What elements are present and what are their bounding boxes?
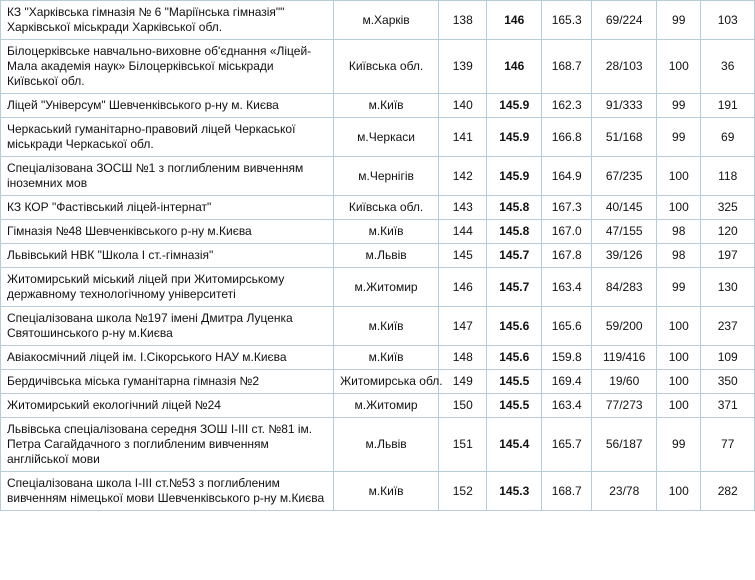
cell-rank: 152 (439, 472, 487, 511)
cell-position: 69 (701, 118, 755, 157)
cell-city: м.Львів (334, 418, 439, 472)
cell-rank: 149 (439, 370, 487, 394)
cell-score: 145.5 (487, 394, 542, 418)
cell-rank: 140 (439, 94, 487, 118)
cell-score: 145.5 (487, 370, 542, 394)
cell-score: 146 (487, 40, 542, 94)
cell-percent: 100 (657, 307, 701, 346)
cell-school-name: Житомирський міський ліцей при Житомирському державному технологічному університеті (1, 268, 334, 307)
cell-score: 145.9 (487, 118, 542, 157)
cell-position: 191 (701, 94, 755, 118)
cell-ratio: 28/103 (592, 40, 657, 94)
cell-position: 120 (701, 220, 755, 244)
cell-score: 145.8 (487, 220, 542, 244)
cell-average: 163.4 (541, 394, 591, 418)
cell-average: 159.8 (541, 346, 591, 370)
table-row (1, 307, 755, 346)
cell-ratio: 39/126 (592, 244, 657, 268)
cell-school-name: Ліцей "Універсум" Шевченківського р-ну м. Києва (1, 94, 334, 118)
table-row (1, 394, 755, 418)
cell-city: м.Черкаси (334, 118, 439, 157)
table-row (1, 40, 755, 94)
cell-school-name: Бердичівська міська гуманітарна гімназія №2 (1, 370, 334, 394)
cell-position: 118 (701, 157, 755, 196)
cell-average: 167.0 (541, 220, 591, 244)
cell-percent: 99 (657, 418, 701, 472)
cell-ratio: 56/187 (592, 418, 657, 472)
cell-rank: 142 (439, 157, 487, 196)
cell-percent: 100 (657, 394, 701, 418)
cell-score: 145.4 (487, 418, 542, 472)
cell-rank: 145 (439, 244, 487, 268)
cell-average: 165.7 (541, 418, 591, 472)
cell-average: 166.8 (541, 118, 591, 157)
cell-average: 168.7 (541, 40, 591, 94)
cell-rank: 151 (439, 418, 487, 472)
cell-average: 167.3 (541, 196, 591, 220)
table-row (1, 472, 755, 511)
cell-position: 197 (701, 244, 755, 268)
table-row (1, 268, 755, 307)
cell-percent: 99 (657, 118, 701, 157)
cell-position: 325 (701, 196, 755, 220)
cell-city: Житомирська обл. (334, 370, 439, 394)
cell-percent: 100 (657, 40, 701, 94)
table-row (1, 418, 755, 472)
cell-rank: 141 (439, 118, 487, 157)
table-row (1, 118, 755, 157)
cell-rank: 144 (439, 220, 487, 244)
cell-city: Київська обл. (334, 40, 439, 94)
cell-school-name: Львівський НВК "Школа I ст.-гімназія" (1, 244, 334, 268)
cell-ratio: 19/60 (592, 370, 657, 394)
cell-school-name: КЗ КОР "Фастівський ліцей-інтернат" (1, 196, 334, 220)
cell-city: Київська обл. (334, 196, 439, 220)
cell-rank: 138 (439, 1, 487, 40)
table-row (1, 157, 755, 196)
cell-ratio: 67/235 (592, 157, 657, 196)
cell-position: 350 (701, 370, 755, 394)
cell-score: 145.6 (487, 346, 542, 370)
cell-position: 109 (701, 346, 755, 370)
cell-position: 103 (701, 1, 755, 40)
cell-percent: 99 (657, 268, 701, 307)
cell-position: 237 (701, 307, 755, 346)
table-row (1, 346, 755, 370)
cell-score: 145.7 (487, 244, 542, 268)
cell-ratio: 84/283 (592, 268, 657, 307)
table-row (1, 94, 755, 118)
cell-position: 36 (701, 40, 755, 94)
cell-school-name: Черкаський гуманітарно-правовий ліцей Черкаської міськради Черкаської обл. (1, 118, 334, 157)
table-body (1, 1, 755, 511)
cell-ratio: 77/273 (592, 394, 657, 418)
cell-ratio: 51/168 (592, 118, 657, 157)
cell-city: м.Київ (334, 346, 439, 370)
table-row (1, 196, 755, 220)
cell-rank: 148 (439, 346, 487, 370)
cell-ratio: 47/155 (592, 220, 657, 244)
cell-school-name: Спеціалізована ЗОСШ №1 з поглибленим вивченням іноземних мов (1, 157, 334, 196)
cell-average: 163.4 (541, 268, 591, 307)
table-row (1, 244, 755, 268)
cell-percent: 100 (657, 370, 701, 394)
cell-city: м.Київ (334, 472, 439, 511)
cell-ratio: 23/78 (592, 472, 657, 511)
cell-school-name: Спеціалізована школа I-III ст.№53 з поглибленим вивченням німецької мови Шевченківського р-ну м.Києва (1, 472, 334, 511)
cell-average: 165.6 (541, 307, 591, 346)
cell-school-name: Спеціалізована школа №197 імені Дмитра Луценка Святошинського р-ну м.Києва (1, 307, 334, 346)
table-row (1, 220, 755, 244)
cell-position: 371 (701, 394, 755, 418)
cell-percent: 98 (657, 244, 701, 268)
table-row (1, 370, 755, 394)
table-row (1, 1, 755, 40)
cell-average: 165.3 (541, 1, 591, 40)
cell-position: 77 (701, 418, 755, 472)
cell-school-name: Гімназія №48 Шевченківського р-ну м.Києва (1, 220, 334, 244)
cell-rank: 147 (439, 307, 487, 346)
cell-position: 282 (701, 472, 755, 511)
cell-ratio: 69/224 (592, 1, 657, 40)
cell-score: 145.7 (487, 268, 542, 307)
cell-school-name: Авіакосмічний ліцей ім. І.Сікорського НАУ м.Києва (1, 346, 334, 370)
cell-position: 130 (701, 268, 755, 307)
cell-city: м.Житомир (334, 394, 439, 418)
cell-percent: 100 (657, 196, 701, 220)
cell-percent: 99 (657, 1, 701, 40)
cell-school-name: КЗ "Харківська гімназія № 6 "Маріїнська гімназія"" Харківської міськради Харківської обл. (1, 1, 334, 40)
cell-rank: 150 (439, 394, 487, 418)
cell-score: 145.9 (487, 157, 542, 196)
cell-city: м.Чернігів (334, 157, 439, 196)
cell-score: 145.9 (487, 94, 542, 118)
cell-percent: 100 (657, 346, 701, 370)
cell-score: 145.6 (487, 307, 542, 346)
cell-average: 168.7 (541, 472, 591, 511)
cell-ratio: 40/145 (592, 196, 657, 220)
cell-school-name: Львівська спеціалізована середня ЗОШ I-III ст. №81 ім. Петра Сагайдачного з поглибленим вивченням англійської мови (1, 418, 334, 472)
cell-ratio: 91/333 (592, 94, 657, 118)
cell-rank: 139 (439, 40, 487, 94)
cell-city: м.Львів (334, 244, 439, 268)
cell-percent: 100 (657, 157, 701, 196)
cell-score: 145.8 (487, 196, 542, 220)
cell-percent: 99 (657, 94, 701, 118)
cell-percent: 98 (657, 220, 701, 244)
cell-average: 164.9 (541, 157, 591, 196)
cell-ratio: 119/416 (592, 346, 657, 370)
cell-city: м.Житомир (334, 268, 439, 307)
cell-city: м.Київ (334, 307, 439, 346)
cell-average: 162.3 (541, 94, 591, 118)
cell-score: 146 (487, 1, 542, 40)
cell-school-name: Білоцерківське навчально-виховне об'єднання «Ліцей-Мала академія наук» Білоцерківської міськради Київської обл. (1, 40, 334, 94)
cell-score: 145.3 (487, 472, 542, 511)
cell-city: м.Київ (334, 220, 439, 244)
cell-city: м.Харків (334, 1, 439, 40)
cell-city: м.Київ (334, 94, 439, 118)
cell-average: 169.4 (541, 370, 591, 394)
cell-ratio: 59/200 (592, 307, 657, 346)
cell-rank: 143 (439, 196, 487, 220)
cell-percent: 100 (657, 472, 701, 511)
cell-average: 167.8 (541, 244, 591, 268)
cell-rank: 146 (439, 268, 487, 307)
cell-school-name: Житомирський екологічний ліцей №24 (1, 394, 334, 418)
